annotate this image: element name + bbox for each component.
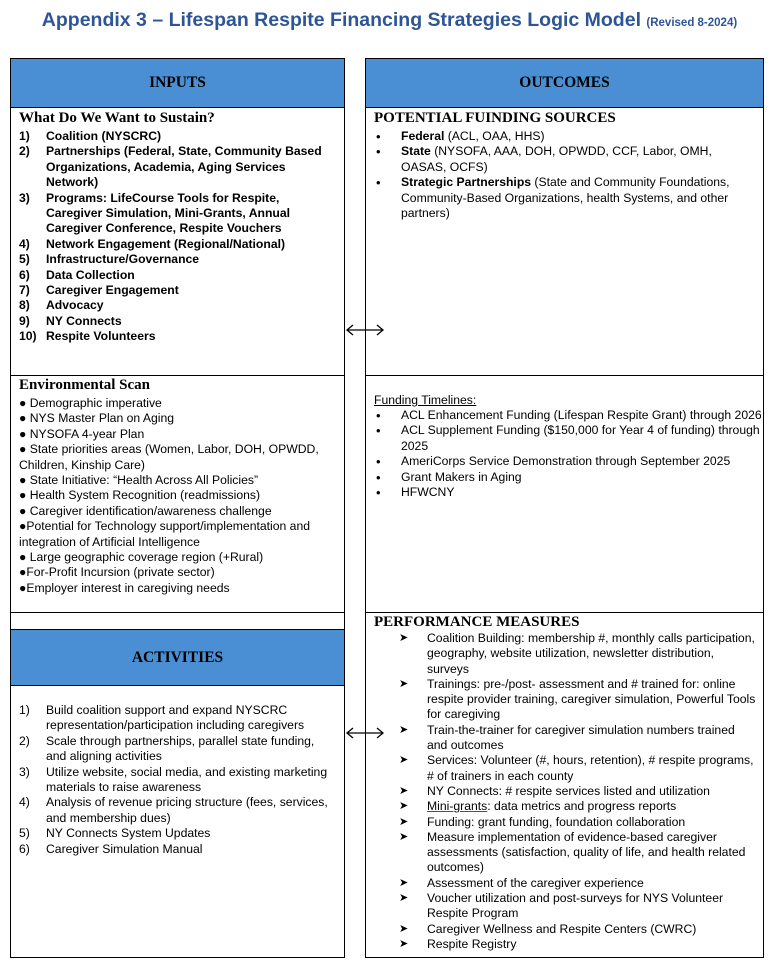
list-item: ● Caregiver identification/awareness challenge [19, 503, 272, 518]
funding-sources-list [374, 129, 754, 221]
divider-left-2 [10, 612, 345, 613]
page-title [0, 9, 779, 32]
list-item: ➤ Respite Registry [399, 937, 757, 952]
activities-list [19, 703, 335, 857]
list-item: 4) Analysis of revenue pricing structure (fees, services, and membership dues) [19, 795, 328, 825]
double-arrow-icon [344, 323, 386, 337]
list-item: 1) Coalition (NYSCRC) [19, 129, 162, 143]
divider-right-2 [365, 612, 764, 613]
list-item: ●Employer interest in caregiving needs [19, 580, 230, 595]
activities-header: ACTIVITIES [10, 629, 345, 686]
list-item: ● Demographic imperative [19, 396, 162, 410]
list-item: 1) Build coalition support and expand NYSCRC representation/participation including caregivers [19, 703, 305, 733]
funding-timelines-label: Funding Timelines: [374, 393, 477, 407]
list-item: 7) Caregiver Engagement [19, 283, 179, 298]
list-item: 3) Programs: LifeCourse Tools for Respite, Caregiver Simulation, Mini-Grants, Annual Caregiver Conference, Respite Vouchers [19, 190, 291, 236]
list-item: ➤ Mini-grants: data metrics and progress reports [399, 799, 757, 814]
list-item: ●Potential for Technology support/implementation and integration of Artificial Intelligence [19, 519, 311, 549]
page-title-main: Appendix 3 – Lifespan Respite Financing Strategies Logic Model [41, 9, 641, 31]
list-item: 2) Partnerships (Federal, State, Community Based Organizations, Academia, Aging Services Network) [19, 144, 322, 190]
list-item: ➤ Assessment of the caregiver experience [399, 876, 757, 891]
list-item: • ACL Supplement Funding ($150,000 for Year 4 of funding) through 2025 [374, 423, 762, 454]
list-item: ➤ Caregiver Wellness and Respite Centers (CWRC) [399, 922, 757, 937]
list-item: ● NYS Master Plan on Aging [19, 411, 175, 426]
list-item: 5) NY Connects System Updates [19, 826, 211, 841]
list-item: ➤ Funding: grant funding, foundation collaboration [399, 815, 757, 830]
performance-title: PERFORMANCE MEASURES [374, 614, 580, 630]
list-item: 6) Data Collection [19, 267, 135, 282]
list-item: • Federal (ACL, OAA, HHS) [374, 129, 754, 144]
list-item: ➤ Coalition Building: membership #, monthly calls participation, geography, website utilization, newsletter distribution, surveys [399, 631, 757, 677]
list-item: ➤ Services: Volunteer (#, hours, retention), # respite programs, # of trainers in each county [399, 753, 757, 784]
list-item: • HFWCNY [374, 485, 762, 500]
env-scan-list [19, 396, 337, 596]
list-item: ● NYSOFA 4-year Plan [19, 426, 145, 441]
performance-list [399, 631, 757, 952]
funding-timelines-list [374, 408, 762, 500]
list-item: • Strategic Partnerships (State and Community Foundations, Community-Based Organizations, health Systems, and other partners) [374, 175, 754, 221]
list-item: ● Health System Recognition (readmissions) [19, 488, 261, 503]
list-item: 6) Caregiver Simulation Manual [19, 841, 203, 856]
list-item: • Grant Makers in Aging [374, 470, 762, 485]
list-item: 3) Utilize website, social media, and existing marketing materials to raise awareness [19, 764, 328, 795]
list-item: 8) Advocacy [19, 298, 104, 313]
list-item: ● State priorities areas (Women, Labor, DOH, OPWDD, Children, Kinship Care) [19, 442, 319, 472]
list-item: ➤ Voucher utilization and post-surveys for NYS Volunteer Respite Program [399, 891, 757, 922]
env-scan-title: Environmental Scan [19, 377, 150, 393]
revised-date: (Revised 8-2024) [646, 17, 738, 29]
list-item: • AmeriCorps Service Demonstration through September 2025 [374, 454, 762, 469]
list-item: 4) Network Engagement (Regional/National) [19, 236, 286, 251]
list-item: • ACL Enhancement Funding (Lifespan Respite Grant) through 2026 [374, 408, 762, 423]
divider-right-1 [365, 375, 764, 376]
list-item: 10) Respite Volunteers [19, 329, 156, 344]
list-item: ➤ Train-the-trainer for caregiver simulation numbers trained and outcomes [399, 723, 757, 754]
outcomes-header: OUTCOMES [365, 58, 764, 108]
list-item: • State (NYSOFA, AAA, DOH, OPWDD, CCF, Labor, OMH, OASAS, OCFS) [374, 144, 754, 175]
funding-sources-title: POTENTIAL FUINDING SOURCES [374, 110, 616, 126]
double-arrow-icon [344, 726, 386, 740]
list-item: ● State Initiative: “Health Across All Policies” [19, 473, 259, 488]
list-item: ●For-Profit Incursion (private sector) [19, 565, 215, 580]
list-item: ➤ Measure implementation of evidence-based caregiver assessments (satisfaction, quality of life, and health related outcomes) [399, 830, 757, 876]
sustain-title: What Do We Want to Sustain? [19, 110, 215, 126]
list-item: ➤ NY Connects: # respite services listed and utilization [399, 784, 757, 799]
list-item: 9) NY Connects [19, 313, 122, 328]
list-item: 5) Infrastructure/Governance [19, 252, 200, 267]
list-item: ● Large geographic coverage region (+Rural) [19, 550, 264, 565]
divider-left-1 [10, 375, 345, 376]
inputs-header: INPUTS [10, 58, 345, 108]
list-item: 2) Scale through partnerships, parallel state funding, and aligning activities [19, 733, 315, 764]
list-item: ➤ Trainings: pre-/post- assessment and # trained for: online respite provider training, caregiver simulation, Powerful Tools for caregiving [399, 677, 757, 723]
sustain-list [19, 129, 325, 345]
